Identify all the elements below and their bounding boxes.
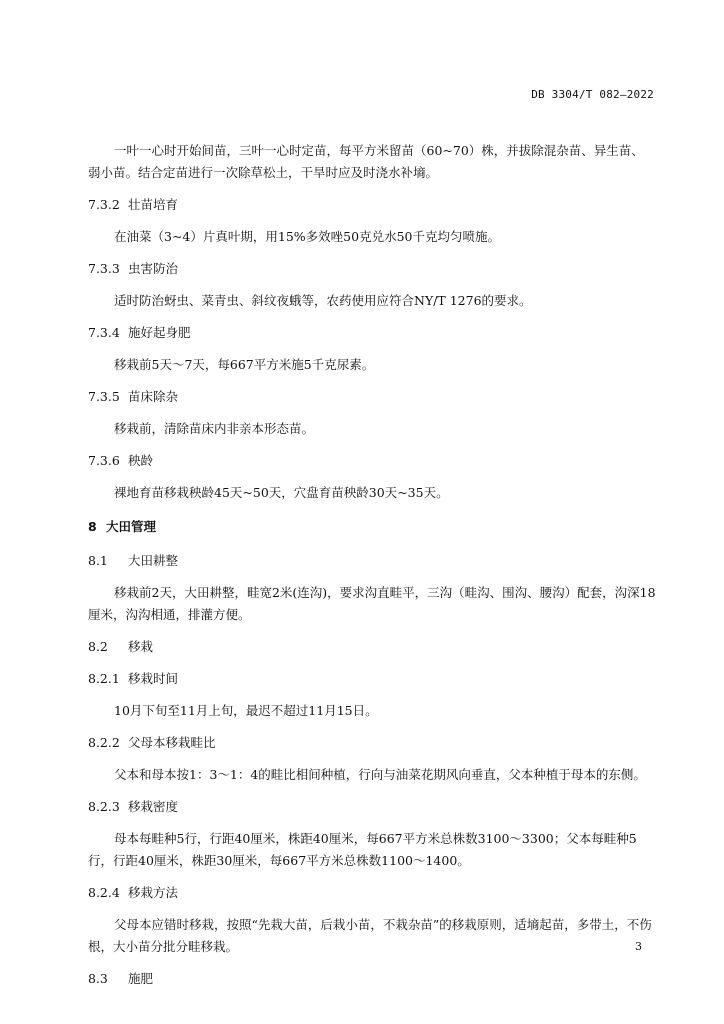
heading-8-3	[88, 968, 656, 990]
heading-8-2-4	[88, 882, 656, 904]
heading-7-3-4	[88, 322, 656, 344]
heading-8-2-1	[88, 668, 656, 690]
paragraph: 移栽前2天，大田耕整，畦宽2米(连沟)，要求沟直畦平，三沟（畦沟、围沟、腰沟）配套，沟深18厘米，沟沟相通，排灌方便。	[88, 585, 656, 622]
heading-title: 苗床除杂	[128, 389, 179, 404]
section-title: 大田管理	[106, 519, 157, 534]
heading-8-1	[88, 550, 656, 572]
heading-number: 8.3	[88, 971, 108, 986]
heading-number: 8.2.3	[88, 799, 120, 814]
heading-number: 8.2.4	[88, 885, 120, 900]
heading-title: 移栽时间	[128, 671, 179, 686]
heading-title: 虫害防治	[128, 261, 179, 276]
heading-number: 7.3.4	[88, 325, 120, 340]
heading-7-3-3	[88, 258, 656, 280]
page-number: 3	[635, 940, 642, 953]
heading-title: 移栽密度	[128, 799, 179, 814]
heading-title: 施肥	[128, 971, 154, 986]
heading-7-3-6	[88, 450, 656, 472]
section-number: 8	[88, 519, 97, 534]
paragraph: 在油菜（3~4）片真叶期，用15%多效唑50克兑水50千克均匀喷施。	[114, 229, 500, 244]
paragraph: 移栽前，清除苗床内非亲本形态苗。	[114, 421, 315, 436]
heading-title: 大田耕整	[128, 553, 179, 568]
heading-title: 移栽	[128, 639, 154, 654]
heading-number: 7.3.5	[88, 389, 120, 404]
document-body	[88, 140, 656, 990]
document-code: DB 3304/T 082—2022	[531, 88, 654, 101]
heading-7-3-5	[88, 386, 656, 408]
paragraph: 移栽前5天～7天，每667平方米施5千克尿素。	[114, 357, 375, 372]
heading-title: 父母本移栽畦比	[128, 735, 216, 750]
heading-number: 7.3.6	[88, 453, 120, 468]
heading-8-2	[88, 636, 656, 658]
heading-title: 移栽方法	[128, 885, 179, 900]
paragraph: 母本每畦种5行，行距40厘米，株距40厘米，每667平方米总株数3100～3300；父本每畦种5行，行距40厘米，株距30厘米，每667平方米总株数1100～1400。	[88, 831, 637, 868]
heading-number: 7.3.3	[88, 261, 120, 276]
heading-title: 施好起身肥	[128, 325, 191, 340]
paragraph: 10月下旬至11月上旬，最迟不超过11月15日。	[114, 703, 378, 718]
paragraph: 适时防治蚜虫、菜青虫、斜纹夜蛾等，农药使用应符合NY/T 1276的要求。	[114, 293, 532, 308]
heading-number: 8.2.1	[88, 671, 120, 686]
heading-title: 壮苗培育	[128, 197, 179, 212]
heading-7-3-2	[88, 194, 656, 216]
section-heading-8	[88, 516, 656, 538]
paragraph: 裸地育苗移栽秧龄45天~50天，穴盘育苗秧龄30天~35天。	[114, 485, 449, 500]
paragraph: 一叶一心时开始间苗，三叶一心时定苗，每平方米留苗（60~70）株，并拔除混杂苗、异生苗、弱小苗。结合定苗进行一次除草松土，干旱时应及时浇水补墒。	[88, 143, 644, 180]
heading-number: 8.2.2	[88, 735, 120, 750]
heading-number: 8.2	[88, 639, 108, 654]
paragraph: 父母本应错时移栽，按照“先栽大苗，后栽小苗，不栽杂苗”的移栽原则，适墒起苗，多带土，不伤根，大小苗分批分畦移栽。	[88, 917, 652, 954]
heading-number: 7.3.2	[88, 197, 120, 212]
paragraph: 父本和母本按1：3～1：4的畦比相间种植，行向与油菜花期风向垂直，父本种植于母本的东侧。	[114, 767, 646, 782]
heading-8-2-3	[88, 796, 656, 818]
heading-number: 8.1	[88, 553, 108, 568]
heading-title: 秧龄	[128, 453, 154, 468]
heading-8-2-2	[88, 732, 656, 754]
